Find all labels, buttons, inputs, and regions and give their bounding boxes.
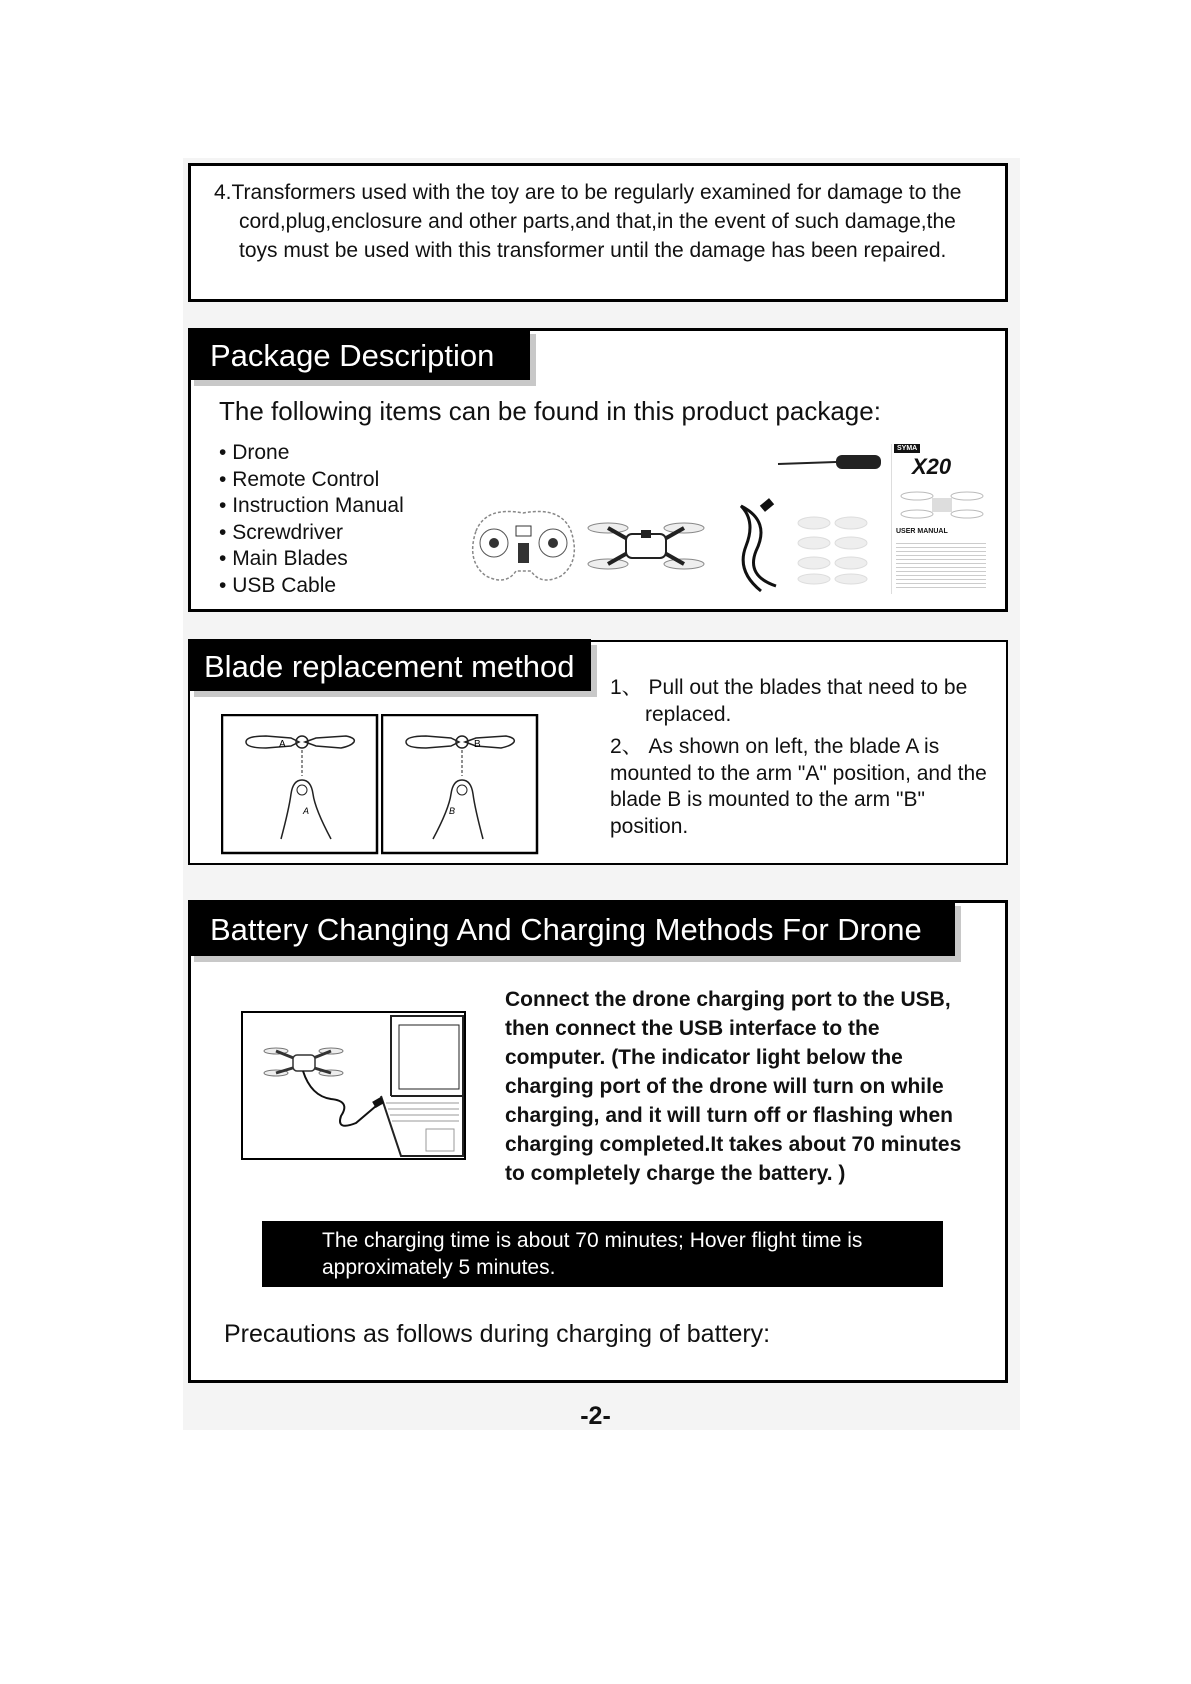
usb-cable-image [731, 491, 791, 601]
charging-description: Connect the drone charging port to the USB, then connect the USB interface to the computer. (The indicator light below the charging port of the drone will turn on while charging, and it will turn off or flashing when charging completed.It takes about 70 minutes to completely charge the battery. ) [505, 988, 962, 1185]
arm-label-b: B [449, 806, 456, 816]
battery-charging-header [188, 900, 955, 956]
package-description-header [188, 328, 530, 380]
list-item: • Remote Control [219, 467, 404, 494]
list-item: • Main Blades [219, 546, 404, 573]
blade-label-a: A [279, 739, 286, 750]
blade-label-b: B [474, 739, 481, 750]
step-1-number: 1、 [610, 676, 643, 699]
user-manual-image [891, 444, 992, 594]
manual-caption: USER MANUAL [896, 528, 948, 535]
manual-text-lines [896, 540, 986, 590]
manual-model: X20 [912, 454, 952, 479]
step-1-text-b: replaced. [645, 702, 732, 726]
blade-replacement-section [188, 640, 1008, 865]
step-1-text-a: Pull out the blades that need to be [648, 676, 968, 699]
main-blades-image [796, 511, 871, 586]
remote-control-image [466, 501, 581, 591]
manual-drone-sketch [897, 484, 987, 524]
section-title: Package Description [210, 338, 495, 373]
charging-illustration [241, 1011, 467, 1161]
safety-warning-text: 4.Transformers used with the toy are to be regularly examined for damage to the cord,plug,enclosure and other parts,and that,in the event of such damage,the toys must be used with this transformer until the damage has been repaired. [214, 181, 962, 262]
section-title: Battery Changing And Charging Methods For Drone [210, 912, 922, 947]
package-description-section [188, 328, 1008, 612]
blade-replacement-header [188, 639, 591, 691]
drone-image [586, 506, 706, 586]
package-items-list [219, 440, 404, 599]
package-intro: The following items can be found in this product package: [219, 396, 881, 426]
screwdriver-image [776, 451, 886, 476]
battery-charging-section [188, 900, 1008, 1383]
arm-label-a: A [303, 806, 310, 816]
list-item: • Instruction Manual [219, 493, 404, 520]
list-item: • Screwdriver [219, 520, 404, 547]
safety-warning-box [188, 163, 1008, 302]
charging-time-note: The charging time is about 70 minutes; Hover flight time is approximately 5 minutes. [262, 1221, 943, 1287]
blade-b-diagram [381, 714, 539, 855]
section-title: Blade replacement method [204, 649, 575, 684]
precautions-heading: Precautions as follows during charging of battery: [224, 1320, 771, 1348]
blade-steps [610, 675, 990, 846]
blade-step-1 [610, 675, 990, 728]
blade-a-diagram [221, 714, 379, 855]
list-item: • USB Cable [219, 573, 404, 600]
manual-brand: SYMA [894, 444, 920, 453]
page-number: -2- [580, 1402, 611, 1430]
list-item: • Drone [219, 440, 404, 467]
blade-step-2: 2、 As shown on left, the blade A is mounted to the arm "A" position, and the blade B is mounted to the arm "B" position. [610, 735, 987, 838]
